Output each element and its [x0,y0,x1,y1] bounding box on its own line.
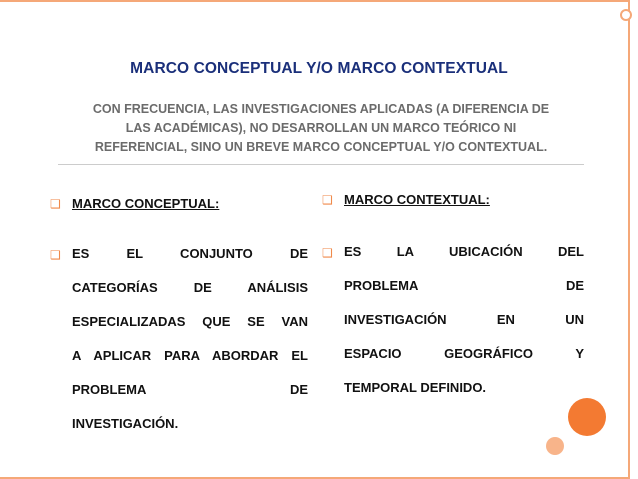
divider-line [58,164,584,165]
body-line: ESPECIALIZADAS QUE SE VAN [72,314,308,329]
decorative-circle-orange [568,398,606,436]
bullet-heading-contextual [322,192,584,212]
heading-marco-contextual: MARCO CONTEXTUAL: [344,192,490,207]
body-line: TEMPORAL DEFINIDO. [344,380,487,395]
slide-title: MARCO CONCEPTUAL Y/O MARCO CONTEXTUAL [130,60,508,77]
bullet-heading-conceptual [50,196,308,216]
body-line: PROBLEMA DE [72,382,308,397]
intro-line: LAS ACADÉMICAS), NO DESARROLLAN UN MARCO TEÓRICO NI [125,121,517,135]
square-bullet-icon: ❑ [50,197,61,211]
decorative-circle-top [620,9,632,21]
body-line: INVESTIGACIÓN. [72,416,179,431]
intro-line: CON FRECUENCIA, LAS INVESTIGACIONES APLICADAS (A DIFERENCIA DE [92,102,550,116]
square-bullet-icon: ❑ [50,248,61,262]
heading-marco-conceptual: MARCO CONCEPTUAL: [72,196,220,211]
body-line: PROBLEMA DE [344,278,584,293]
square-bullet-icon: ❑ [322,246,333,260]
body-line: CATEGORÍAS DE ANÁLISIS [72,280,308,295]
body-line: ES EL CONJUNTO DE [72,246,308,261]
body-line: ESPACIO GEOGRÁFICO Y [344,346,584,361]
body-line: A APLICAR PARA ABORDAR EL [72,348,308,363]
body-marco-conceptual [72,237,308,441]
square-bullet-icon: ❑ [322,193,333,207]
bullet-body-contextual [322,245,584,425]
decorative-circle-peach [546,437,564,455]
body-line: ES LA UBICACIÓN DEL [344,244,584,259]
bullet-body-conceptual [50,247,308,457]
intro-paragraph [56,100,586,157]
body-line: INVESTIGACIÓN EN UN [344,312,584,327]
intro-line: REFERENCIAL, SINO UN BREVE MARCO CONCEPTUAL Y/O CONTEXTUAL. [94,140,548,154]
body-marco-contextual [344,235,584,405]
